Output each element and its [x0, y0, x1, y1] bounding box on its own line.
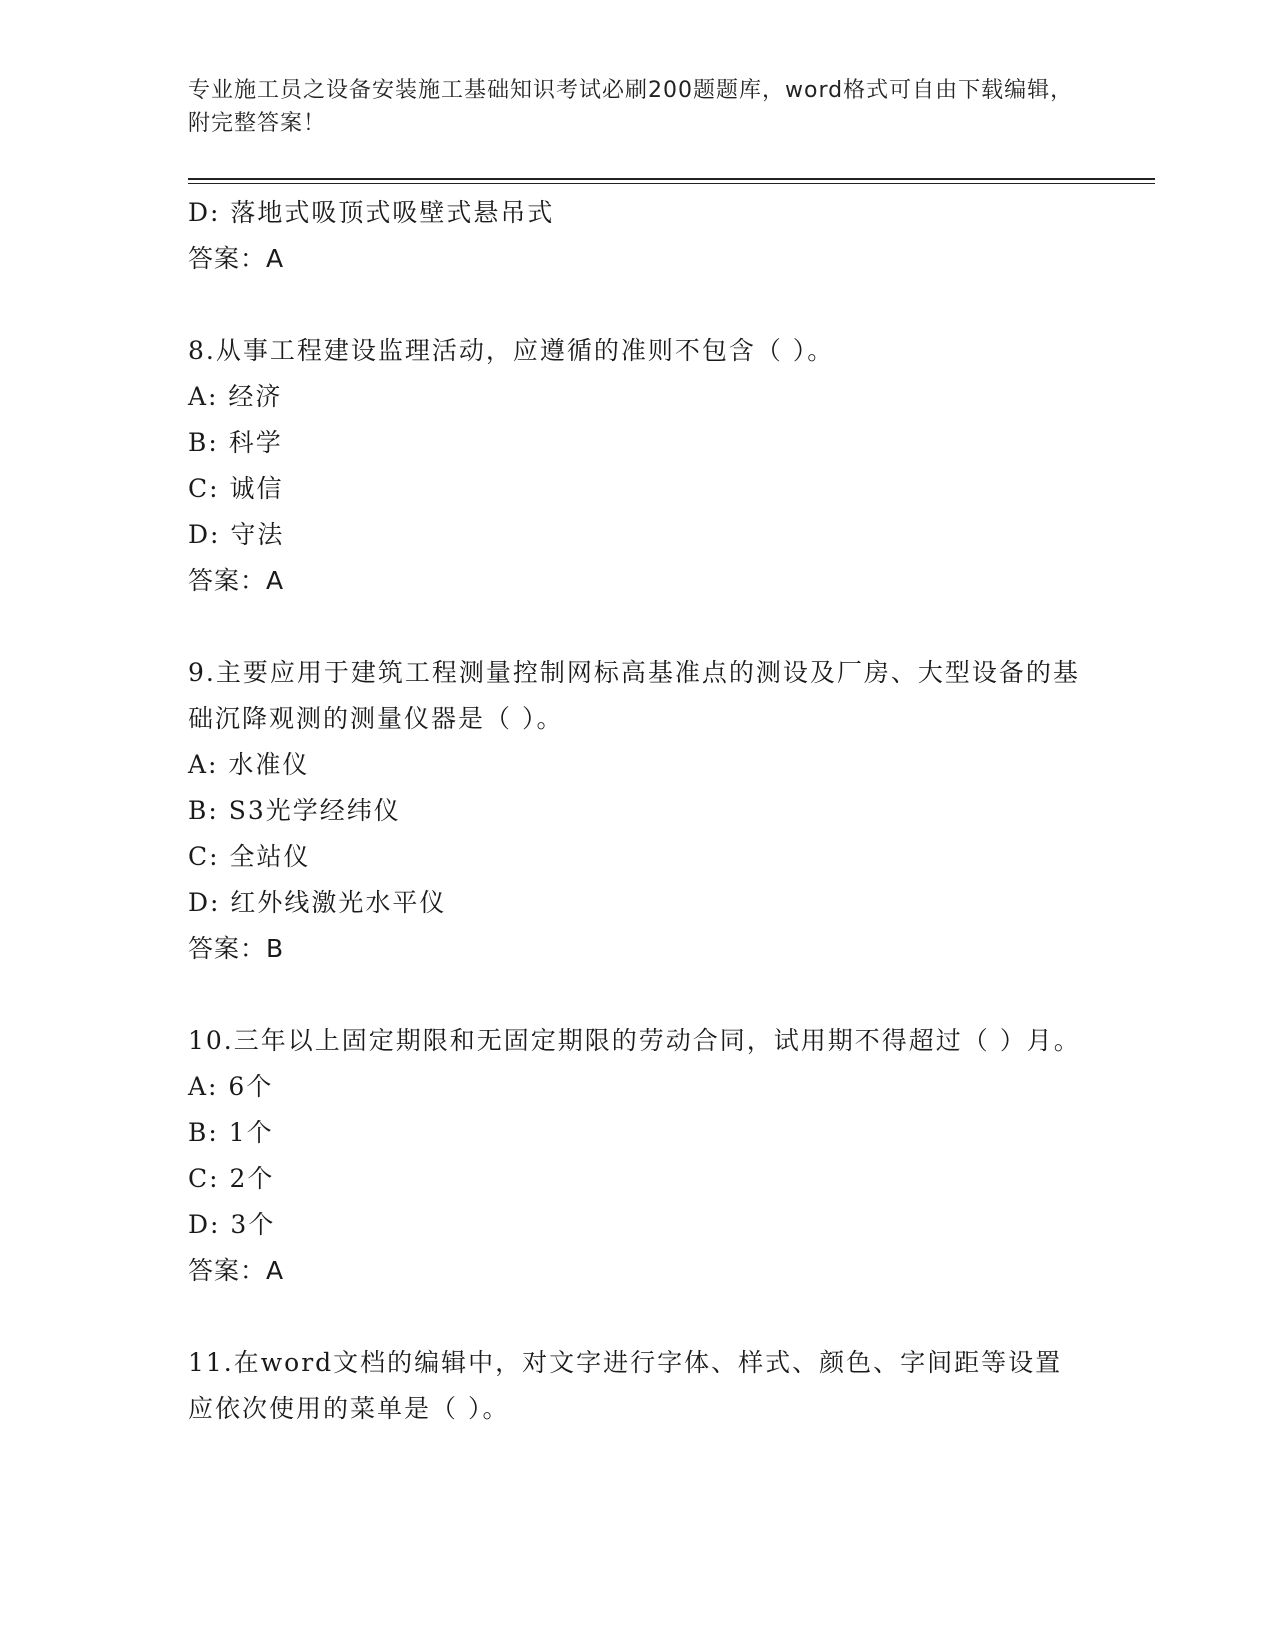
question-8-option-b: B: 科学	[188, 428, 283, 457]
question-8-option-d: D: 守法	[188, 520, 285, 549]
question-9-answer: 答案：B	[188, 934, 285, 963]
question-9-option-c: C: 全站仪	[188, 842, 311, 871]
question-11-stem: 11.在word文档的编辑中，对文字进行字体、样式、颜色、字间距等设置应依次使用的菜单是（ ）。	[188, 1348, 1063, 1423]
header-divider-thick	[188, 178, 1155, 180]
question-10-option-b: B: 1个	[188, 1118, 274, 1147]
question-10-option-a: A: 6个	[188, 1072, 274, 1101]
question-10-stem: 10.三年以上固定期限和无固定期限的劳动合同，试用期不得超过（ ）月。	[188, 1026, 1081, 1055]
question-9-option-b: B: S3光学经纬仪	[188, 796, 401, 825]
question-8-stem: 8.从事工程建设监理活动，应遵循的准则不包含（ ）。	[188, 336, 835, 365]
header-divider-thin	[188, 183, 1155, 184]
question-9-option-d: D: 红外线激光水平仪	[188, 888, 447, 917]
question-9-option-a: A: 水准仪	[188, 750, 310, 779]
prev-answer: 答案：A	[188, 244, 285, 273]
prev-option-d: D: 落地式吸顶式吸壁式悬吊式	[188, 198, 555, 227]
question-9-stem: 9.主要应用于建筑工程测量控制网标高基准点的测设及厂房、大型设备的基础沉降观测的测量仪器是（ ）。	[188, 658, 1080, 733]
question-8-answer: 答案：A	[188, 566, 285, 595]
question-10-answer: 答案：A	[188, 1256, 285, 1285]
question-10-option-d: D: 3个	[188, 1210, 276, 1239]
question-10-option-c: C: 2个	[188, 1164, 275, 1193]
document-header: 专业施工员之设备安装施工基础知识考试必刷200题题库，word格式可自由下载编辑，附完整答案！	[188, 78, 1074, 136]
question-8-option-a: A: 经济	[188, 382, 283, 411]
question-8-option-c: C: 诚信	[188, 474, 284, 503]
question-content	[188, 190, 1088, 1432]
